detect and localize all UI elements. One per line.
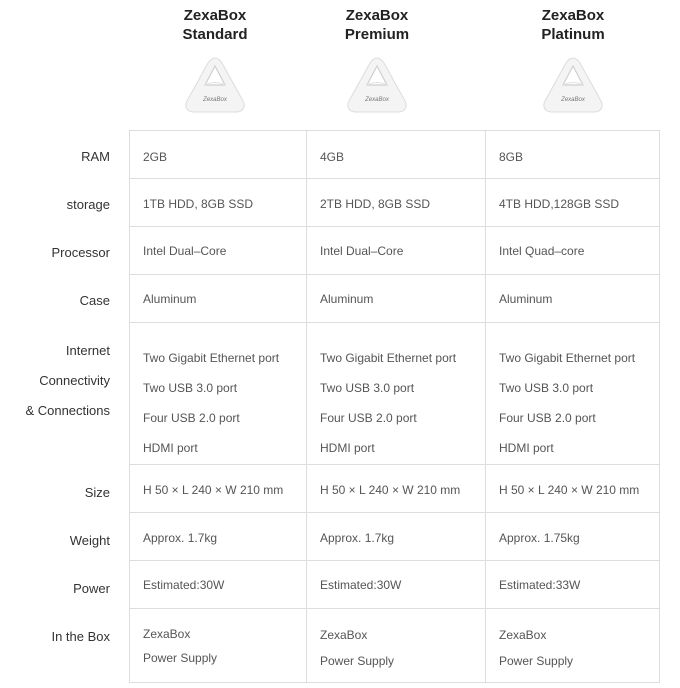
table-cell xyxy=(486,323,660,465)
cell-line: Two Gigabit Ethernet port xyxy=(143,351,280,365)
product-name xyxy=(302,0,452,44)
cell-line: Power Supply xyxy=(143,651,218,665)
row-label-processor: Processor xyxy=(51,245,110,260)
row-label-storage: storage xyxy=(66,197,110,212)
row-label-case: Case xyxy=(79,293,110,308)
device-logo-text: ZexaBox xyxy=(203,97,227,103)
row-label-in-the-box: In the Box xyxy=(51,629,110,644)
cell-line: Four USB 2.0 port xyxy=(320,411,417,425)
table-row xyxy=(130,561,660,609)
cell-line: HDMI port xyxy=(320,441,375,455)
table-cell: 8GB xyxy=(486,131,660,179)
row-label-line: Internet xyxy=(65,343,110,358)
device-logo-text: ZexaBox xyxy=(365,97,389,103)
table-cell: Aluminum xyxy=(486,275,660,323)
table-cell xyxy=(307,609,486,683)
cell-line: Four USB 2.0 port xyxy=(499,411,596,425)
table-cell xyxy=(307,323,486,465)
cell-line: ZexaBox xyxy=(499,628,547,642)
device-image xyxy=(181,52,249,118)
table-row xyxy=(130,609,660,683)
table-cell: Intel Quad–core xyxy=(486,227,660,275)
table-row xyxy=(130,227,660,275)
row-label-power: Power xyxy=(73,581,110,596)
table-cell: 2TB HDD, 8GB SSD xyxy=(307,179,486,227)
row-label-weight: Weight xyxy=(69,533,110,548)
table-cell: 1TB HDD, 8GB SSD xyxy=(130,179,307,227)
table-cell xyxy=(130,609,307,683)
row-label-line: & Connections xyxy=(25,403,110,418)
table-cell: H 50 × L 240 × W 210 mm xyxy=(486,465,660,513)
table-cell: H 50 × L 240 × W 210 mm xyxy=(307,465,486,513)
table-cell: H 50 × L 240 × W 210 mm xyxy=(130,465,307,513)
table-row xyxy=(130,131,660,179)
table-cell: Estimated:30W xyxy=(130,561,307,609)
product-name xyxy=(498,0,648,44)
cell-line: Two Gigabit Ethernet port xyxy=(320,351,457,365)
table-row xyxy=(130,323,660,465)
product-name-line1: ZexaBox xyxy=(541,7,605,24)
table-cell: Estimated:30W xyxy=(307,561,486,609)
row-label-size: Size xyxy=(84,485,110,500)
table-cell: Approx. 1.7kg xyxy=(307,513,486,561)
cell-line: Four USB 2.0 port xyxy=(143,411,240,425)
cell-line: ZexaBox xyxy=(143,627,191,641)
table-cell: Aluminum xyxy=(130,275,307,323)
table-cell: 4GB xyxy=(307,131,486,179)
product-name-line2: Standard xyxy=(182,26,248,43)
product-header-standard xyxy=(140,0,290,118)
product-name-line2: Premium xyxy=(344,26,410,43)
device-image xyxy=(343,52,411,118)
product-name-line1: ZexaBox xyxy=(345,7,409,24)
table-cell: Intel Dual–Core xyxy=(130,227,307,275)
product-header-platinum xyxy=(498,0,648,118)
table-cell: Intel Dual–Core xyxy=(307,227,486,275)
table-cell: Approx. 1.75kg xyxy=(486,513,660,561)
cell-line: Two USB 3.0 port xyxy=(143,381,238,395)
cell-line: Two USB 3.0 port xyxy=(499,381,594,395)
table-cell: Approx. 1.7kg xyxy=(130,513,307,561)
table-cell: Aluminum xyxy=(307,275,486,323)
device-logo-text: ZexaBox xyxy=(561,97,585,103)
product-header-premium xyxy=(302,0,452,118)
product-name xyxy=(140,0,290,44)
cell-line: Power Supply xyxy=(320,654,395,668)
cell-line: ZexaBox xyxy=(320,628,368,642)
product-name-line2: Platinum xyxy=(541,26,605,43)
table-row xyxy=(130,465,660,513)
cell-line: HDMI port xyxy=(499,441,554,455)
table-cell: 4TB HDD,128GB SSD xyxy=(486,179,660,227)
row-label-line: Connectivity xyxy=(39,373,110,388)
cell-line: HDMI port xyxy=(143,441,198,455)
cell-line: Two USB 3.0 port xyxy=(320,381,415,395)
table-cell: 2GB xyxy=(130,131,307,179)
table-row xyxy=(130,513,660,561)
row-label-connectivity xyxy=(25,343,110,419)
product-name-line1: ZexaBox xyxy=(183,7,247,24)
row-label-ram: RAM xyxy=(81,149,110,164)
table-cell xyxy=(130,323,307,465)
spec-table xyxy=(129,130,660,683)
table-row xyxy=(130,275,660,323)
cell-line: Power Supply xyxy=(499,654,574,668)
table-cell xyxy=(486,609,660,683)
table-cell: Estimated:33W xyxy=(486,561,660,609)
cell-line: Two Gigabit Ethernet port xyxy=(499,351,636,365)
device-image xyxy=(539,52,607,118)
table-row xyxy=(130,179,660,227)
